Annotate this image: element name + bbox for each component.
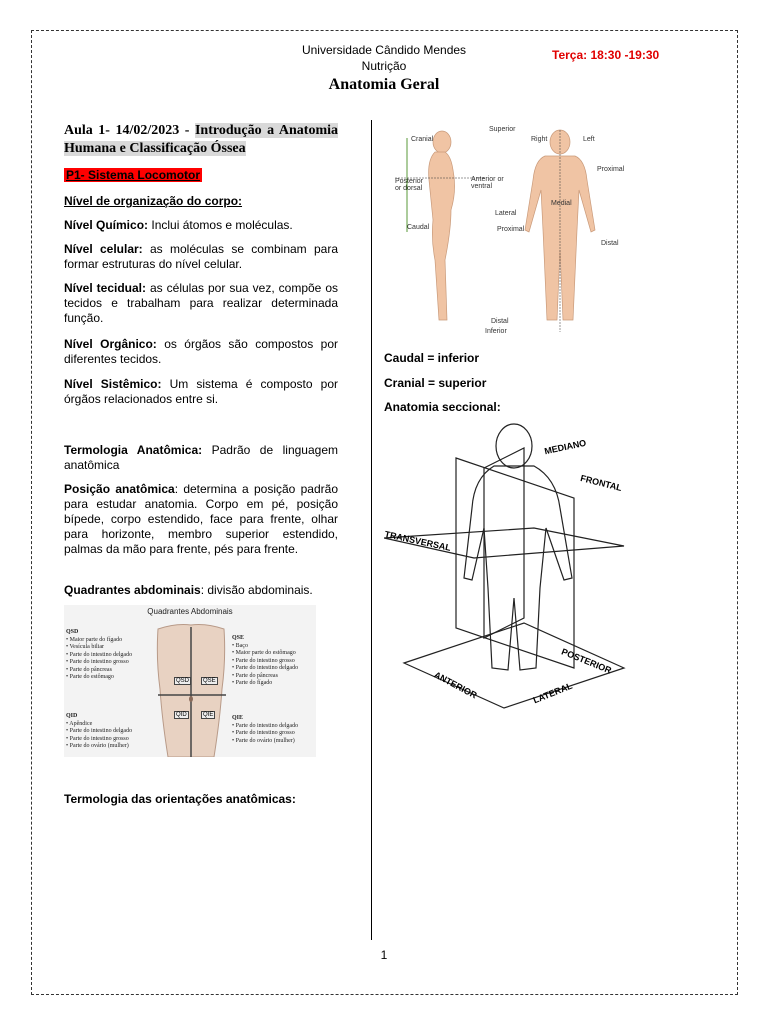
lesson-title: Introdução a Anatomia Humana e Classificação Óssea: [64, 123, 339, 156]
qsd-item-text: Parte do estômago: [69, 674, 114, 680]
qid-item: • Parte do intestino grosso: [66, 735, 129, 742]
plane-mediano: MEDIANO: [543, 437, 588, 457]
qie-label: QIE: [232, 715, 244, 721]
qid-item-text: Parte do intestino grosso: [69, 735, 129, 742]
label-posterior: Posterior or dorsal: [395, 178, 424, 192]
qsd-item: • Parte do intestino delgado: [66, 651, 133, 658]
quadrants-paragraph: [64, 583, 338, 598]
quadrants-term: Quadrantes abdominais: [64, 583, 201, 597]
qid-item: • Parte do intestino delgado: [66, 728, 133, 734]
qie-item: • Parte do ovário (mulher): [232, 737, 295, 744]
plane-anterior: ANTERIOR: [432, 669, 479, 701]
qse-item-text: Maior parte do estômago: [235, 650, 296, 656]
terminology-desc: Padrão de linguagem anatômica: [64, 443, 338, 472]
qie-item-text: Parte do intestino grosso: [235, 730, 295, 736]
qid-item-text: Apêndice: [69, 720, 93, 727]
label-proximal-2: Proximal: [497, 226, 525, 233]
box-qsd: QSD: [176, 678, 190, 684]
qie-item: • Parte do intestino delgado: [232, 722, 299, 729]
plane-lateral: LATERAL: [531, 680, 574, 706]
label-right: Right: [531, 136, 548, 143]
level-term: Nível Orgânico:: [64, 337, 157, 351]
box-qid: QID: [176, 712, 187, 718]
label-lateral: Lateral: [495, 210, 517, 217]
qsd-label: QSD: [66, 629, 79, 635]
level-tissue: [64, 281, 338, 326]
level-term: Nível Sistêmico:: [64, 377, 162, 391]
level-chemical: [64, 218, 338, 233]
qse-label: QSE: [232, 635, 245, 641]
level-systemic: [64, 377, 338, 407]
position-paragraph: [64, 482, 338, 557]
quadrants-desc: : divisão abdominais.: [200, 583, 313, 597]
cranial-definition: Cranial = superior: [384, 376, 487, 390]
qsd-item-text: Maior parte do fígado: [69, 636, 123, 643]
lesson-heading: [64, 122, 338, 158]
quadrants-figure-title: Quadrantes Abdominais: [147, 607, 233, 616]
level-desc: as células por sua vez, compõe os tecidos e trabalham para realizar determinada função.: [64, 281, 338, 325]
box-qse: QSE: [203, 678, 216, 684]
qse-item: • Parte do intestino grosso: [232, 657, 295, 664]
qsd-block: [66, 629, 150, 682]
qsd-item: • Vesícula biliar: [66, 644, 104, 650]
body-orientation-figure: [385, 120, 633, 342]
level-desc: os órgãos são compostos por diferentes tecidos.: [64, 337, 338, 366]
label-left: Left: [583, 136, 595, 143]
class-time: Terça: 18:30 -19:30: [552, 48, 660, 62]
seccional-heading: Anatomia seccional:: [384, 400, 501, 414]
plane-frontal: FRONTAL: [579, 473, 623, 493]
page-title: Anatomia Geral: [328, 76, 440, 93]
qsd-item-text: Parte do intestino grosso: [69, 659, 129, 665]
section-label: P1- Sistema Locomotor: [66, 168, 201, 182]
qie-item-text: Parte do ovário (mulher): [235, 737, 295, 744]
level-organic: [64, 337, 338, 367]
page-number: 1: [380, 948, 388, 962]
qse-item-text: Parte do fígado: [235, 680, 273, 686]
qid-item-text: Parte do ovário (mulher): [69, 743, 129, 749]
qid-item: • Apêndice: [66, 720, 93, 727]
level-desc: Um sistema é composto por órgãos relacionados entre si.: [64, 377, 339, 406]
label-inferior: Inferior: [485, 328, 507, 335]
column-divider: [371, 120, 372, 940]
label-medial: Medial: [551, 200, 572, 207]
qse-item: • Parte do intestino delgado: [232, 665, 299, 671]
level-cellular: [64, 242, 338, 272]
position-term: Posição anatômica: [64, 482, 175, 496]
lesson-prefix: Aula 1- 14/02/2023 -: [64, 123, 195, 138]
qsd-item-text: Vesícula biliar: [69, 644, 104, 650]
anatomical-planes-figure: [384, 418, 636, 710]
organization-heading: Nível de organização do corpo:: [64, 194, 243, 208]
terminology-paragraph: [64, 443, 338, 473]
position-desc: : determina a posição padrão para estudar anatomia. Corpo em pé, posição bípede, corpo estendido, face para frente, olhar para horizonte, membro superior estendido, palmas da mão para frente, pés para frente.: [64, 482, 338, 556]
torso-illustration: [146, 619, 236, 757]
label-proximal: Proximal: [597, 166, 625, 173]
label-cranial: Cranial: [411, 136, 434, 143]
qid-label: QID: [66, 713, 78, 719]
qid-item-text: Parte do intestino delgado: [69, 728, 133, 734]
qse-item-text: Parte do pâncreas: [235, 672, 278, 679]
level-term: Nível tecidual:: [64, 281, 147, 295]
qsd-item: • Parte do pâncreas: [66, 666, 112, 673]
caudal-definition: Caudal = inferior: [384, 351, 480, 365]
university-name: Universidade Cândido Mendes: [301, 43, 467, 57]
label-anterior: Anterior or ventral: [471, 176, 504, 190]
course-name: Nutrição: [361, 59, 407, 73]
orientations-heading: Termologia das orientações anatômicas:: [64, 792, 296, 806]
label-caudal: Caudal: [407, 224, 430, 231]
qsd-item-text: Parte do intestino delgado: [69, 651, 133, 658]
qsd-item: • Maior parte do fígado: [66, 636, 123, 643]
qid-item: • Parte do ovário (mulher): [66, 743, 129, 749]
level-desc: Inclui átomos e moléculas.: [148, 218, 293, 232]
label-distal: Distal: [601, 240, 619, 247]
label-superior: Superior: [489, 126, 516, 133]
level-term: Nível Químico:: [64, 218, 149, 232]
qie-item-text: Parte do intestino delgado: [235, 722, 299, 729]
plane-transversal: TRANSVERSAL: [383, 529, 452, 553]
qse-item-text: Parte do intestino grosso: [235, 657, 295, 664]
qie-item: • Parte do intestino grosso: [232, 730, 295, 736]
qsd-item-text: Parte do pâncreas: [69, 666, 112, 673]
plane-posterior: POSTERIOR: [560, 646, 613, 676]
qid-block: [66, 713, 150, 751]
qse-item: • Maior parte do estômago: [232, 650, 296, 656]
terminology-term: Termologia Anatômica:: [64, 443, 203, 457]
level-desc: as moléculas se combinam para formar estruturas do nível celular.: [64, 242, 338, 271]
label-distal-2: Distal: [491, 318, 509, 325]
qse-item-text: Parte do intestino delgado: [235, 665, 299, 671]
qse-item: • Baço: [232, 642, 248, 649]
qse-item: • Parte do pâncreas: [232, 672, 278, 679]
qse-item-text: Baço: [235, 642, 248, 649]
qsd-item: • Parte do estômago: [66, 674, 114, 680]
level-term: Nível celular:: [64, 242, 143, 256]
qse-item: • Parte do fígado: [232, 680, 273, 686]
quadrants-figure: [64, 605, 316, 757]
qse-block: [232, 635, 316, 688]
qsd-item: • Parte do intestino grosso: [66, 659, 129, 665]
box-qie: QIE: [203, 712, 214, 718]
qie-block: [232, 715, 316, 745]
